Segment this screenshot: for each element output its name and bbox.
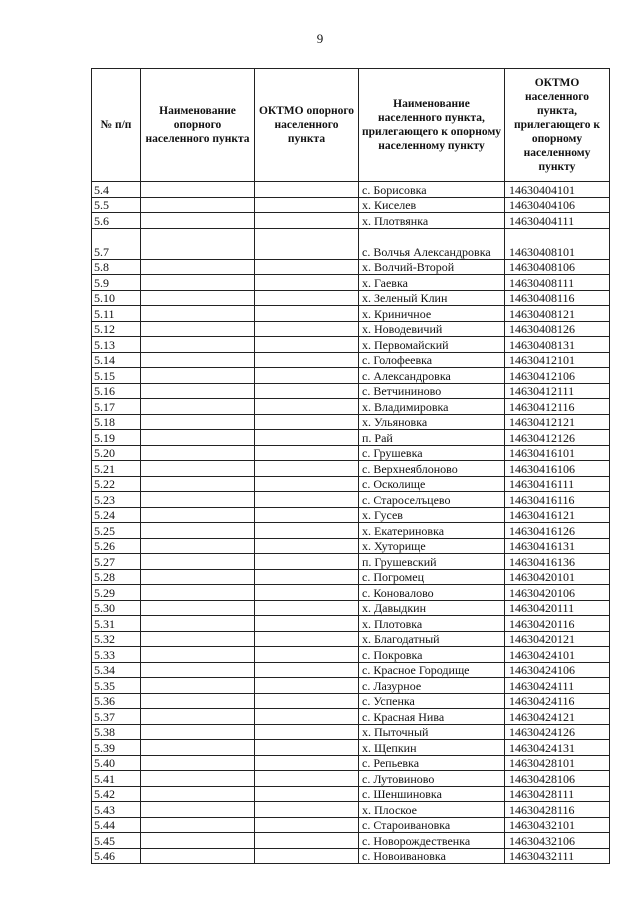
table-row <box>92 616 610 632</box>
row-number: 5.37 <box>92 709 141 725</box>
table-row <box>92 600 610 616</box>
base-settlement-name <box>141 461 255 477</box>
base-settlement-oktmo <box>255 523 359 539</box>
base-settlement-oktmo <box>255 678 359 694</box>
base-settlement-oktmo <box>255 740 359 756</box>
base-settlement-oktmo <box>255 414 359 430</box>
base-settlement-oktmo <box>255 802 359 818</box>
base-settlement-oktmo <box>255 709 359 725</box>
adjacent-settlement-oktmo: 14630408121 <box>505 306 610 322</box>
adjacent-settlement-oktmo: 14630424111 <box>505 678 610 694</box>
row-number: 5.4 <box>92 182 141 198</box>
table-row <box>92 554 610 570</box>
base-settlement-oktmo <box>255 538 359 554</box>
table-row <box>92 321 610 337</box>
base-settlement-name <box>141 430 255 446</box>
base-settlement-oktmo <box>255 383 359 399</box>
base-settlement-name <box>141 306 255 322</box>
table-row <box>92 833 610 849</box>
row-number: 5.28 <box>92 569 141 585</box>
table-body <box>92 182 610 864</box>
base-settlement-name <box>141 197 255 213</box>
base-settlement-name <box>141 631 255 647</box>
row-number: 5.45 <box>92 833 141 849</box>
base-settlement-name <box>141 724 255 740</box>
adjacent-settlement-name: с. Репьевка <box>359 755 505 771</box>
adjacent-settlement-name: х. Щепкин <box>359 740 505 756</box>
base-settlement-name <box>141 693 255 709</box>
base-settlement-oktmo <box>255 554 359 570</box>
base-settlement-oktmo <box>255 600 359 616</box>
adjacent-settlement-oktmo: 14630424116 <box>505 693 610 709</box>
adjacent-settlement-name: с. Успенка <box>359 693 505 709</box>
table-row <box>92 306 610 322</box>
adjacent-settlement-name: х. Владимировка <box>359 399 505 415</box>
base-settlement-name <box>141 368 255 384</box>
table-row <box>92 647 610 663</box>
adjacent-settlement-name: с. Ветчининово <box>359 383 505 399</box>
table-row <box>92 213 610 229</box>
row-number: 5.8 <box>92 259 141 275</box>
table-row <box>92 337 610 353</box>
adjacent-settlement-name: с. Красная Нива <box>359 709 505 725</box>
table-row <box>92 678 610 694</box>
base-settlement-oktmo <box>255 693 359 709</box>
header-adjacent-name: Наименование населенного пункта, прилегающего к опорному населенному пункту <box>359 69 505 182</box>
base-settlement-oktmo <box>255 445 359 461</box>
adjacent-settlement-oktmo: 14630408106 <box>505 259 610 275</box>
base-settlement-name <box>141 709 255 725</box>
adjacent-settlement-oktmo: 14630416111 <box>505 476 610 492</box>
adjacent-settlement-name: с. Новорождественка <box>359 833 505 849</box>
base-settlement-name <box>141 616 255 632</box>
adjacent-settlement-oktmo: 14630412106 <box>505 368 610 384</box>
header-base-name: Наименование опорного населенного пункта <box>141 69 255 182</box>
row-number: 5.23 <box>92 492 141 508</box>
adjacent-settlement-name: х. Давыдкин <box>359 600 505 616</box>
base-settlement-oktmo <box>255 368 359 384</box>
base-settlement-name <box>141 352 255 368</box>
base-settlement-name <box>141 569 255 585</box>
table-row <box>92 786 610 802</box>
base-settlement-name <box>141 600 255 616</box>
adjacent-settlement-oktmo: 14630404111 <box>505 213 610 229</box>
table-row <box>92 275 610 291</box>
base-settlement-oktmo <box>255 476 359 492</box>
adjacent-settlement-name: с. Красное Городище <box>359 662 505 678</box>
table-row <box>92 290 610 306</box>
adjacent-settlement-name: с. Верхнеяблоново <box>359 461 505 477</box>
adjacent-settlement-name: с. Староивановка <box>359 817 505 833</box>
adjacent-settlement-name: х. Гусев <box>359 507 505 523</box>
row-number: 5.18 <box>92 414 141 430</box>
base-settlement-oktmo <box>255 631 359 647</box>
adjacent-settlement-name: с. Староселъцево <box>359 492 505 508</box>
adjacent-settlement-name: х. Плоское <box>359 802 505 818</box>
adjacent-settlement-oktmo: 14630416116 <box>505 492 610 508</box>
adjacent-settlement-oktmo: 14630408101 <box>505 228 610 259</box>
adjacent-settlement-oktmo: 14630420106 <box>505 585 610 601</box>
adjacent-settlement-name: с. Шеншиновка <box>359 786 505 802</box>
adjacent-settlement-oktmo: 14630428111 <box>505 786 610 802</box>
header-num: № п/п <box>92 69 141 182</box>
table-row <box>92 585 610 601</box>
base-settlement-name <box>141 554 255 570</box>
adjacent-settlement-name: х. Киселев <box>359 197 505 213</box>
row-number: 5.39 <box>92 740 141 756</box>
base-settlement-name <box>141 786 255 802</box>
adjacent-settlement-oktmo: 14630416101 <box>505 445 610 461</box>
base-settlement-name <box>141 445 255 461</box>
base-settlement-name <box>141 476 255 492</box>
row-number: 5.14 <box>92 352 141 368</box>
adjacent-settlement-oktmo: 14630404101 <box>505 182 610 198</box>
base-settlement-name <box>141 213 255 229</box>
base-settlement-oktmo <box>255 290 359 306</box>
table-row <box>92 802 610 818</box>
table-row <box>92 569 610 585</box>
base-settlement-name <box>141 538 255 554</box>
base-settlement-oktmo <box>255 259 359 275</box>
adjacent-settlement-name: с. Волчья Александровка <box>359 228 505 259</box>
table-row <box>92 693 610 709</box>
adjacent-settlement-name: х. Волчий-Второй <box>359 259 505 275</box>
base-settlement-name <box>141 678 255 694</box>
base-settlement-name <box>141 771 255 787</box>
base-settlement-oktmo <box>255 647 359 663</box>
table-row <box>92 259 610 275</box>
base-settlement-oktmo <box>255 616 359 632</box>
base-settlement-name <box>141 833 255 849</box>
adjacent-settlement-name: х. Благодатный <box>359 631 505 647</box>
base-settlement-oktmo <box>255 755 359 771</box>
base-settlement-oktmo <box>255 724 359 740</box>
base-settlement-oktmo <box>255 228 359 259</box>
base-settlement-name <box>141 182 255 198</box>
adjacent-settlement-oktmo: 14630416136 <box>505 554 610 570</box>
table-row <box>92 399 610 415</box>
base-settlement-oktmo <box>255 569 359 585</box>
base-settlement-name <box>141 290 255 306</box>
row-number: 5.11 <box>92 306 141 322</box>
base-settlement-name <box>141 755 255 771</box>
adjacent-settlement-name: с. Лутовиново <box>359 771 505 787</box>
adjacent-settlement-oktmo: 14630428116 <box>505 802 610 818</box>
row-number: 5.38 <box>92 724 141 740</box>
adjacent-settlement-name: с. Александровка <box>359 368 505 384</box>
base-settlement-name <box>141 321 255 337</box>
row-number: 5.25 <box>92 523 141 539</box>
table-row <box>92 476 610 492</box>
adjacent-settlement-name: х. Первомайский <box>359 337 505 353</box>
adjacent-settlement-name: х. Пыточный <box>359 724 505 740</box>
adjacent-settlement-name: х. Криничное <box>359 306 505 322</box>
row-number: 5.13 <box>92 337 141 353</box>
base-settlement-oktmo <box>255 461 359 477</box>
adjacent-settlement-oktmo: 14630420121 <box>505 631 610 647</box>
header-base-oktmo: ОКТМО опорного населенного пункта <box>255 69 359 182</box>
adjacent-settlement-oktmo: 14630424101 <box>505 647 610 663</box>
base-settlement-name <box>141 492 255 508</box>
adjacent-settlement-name: х. Плотвянка <box>359 213 505 229</box>
base-settlement-oktmo <box>255 321 359 337</box>
base-settlement-name <box>141 259 255 275</box>
adjacent-settlement-oktmo: 14630408111 <box>505 275 610 291</box>
adjacent-settlement-name: х. Хуторище <box>359 538 505 554</box>
row-number: 5.10 <box>92 290 141 306</box>
base-settlement-name <box>141 507 255 523</box>
adjacent-settlement-oktmo: 14630424121 <box>505 709 610 725</box>
table-row <box>92 662 610 678</box>
base-settlement-oktmo <box>255 662 359 678</box>
table-row <box>92 492 610 508</box>
base-settlement-name <box>141 414 255 430</box>
adjacent-settlement-oktmo: 14630408126 <box>505 321 610 337</box>
adjacent-settlement-name: с. Лазурное <box>359 678 505 694</box>
adjacent-settlement-oktmo: 14630432101 <box>505 817 610 833</box>
adjacent-settlement-oktmo: 14630408131 <box>505 337 610 353</box>
table-row <box>92 523 610 539</box>
base-settlement-name <box>141 740 255 756</box>
row-number: 5.32 <box>92 631 141 647</box>
adjacent-settlement-oktmo: 14630404106 <box>505 197 610 213</box>
row-number: 5.7 <box>92 228 141 259</box>
adjacent-settlement-name: х. Зеленый Клин <box>359 290 505 306</box>
base-settlement-oktmo <box>255 337 359 353</box>
row-number: 5.19 <box>92 430 141 446</box>
row-number: 5.31 <box>92 616 141 632</box>
adjacent-settlement-name: с. Голофеевка <box>359 352 505 368</box>
table-row <box>92 740 610 756</box>
table-header-row <box>92 69 610 182</box>
base-settlement-oktmo <box>255 786 359 802</box>
table-row <box>92 430 610 446</box>
adjacent-settlement-name: с. Новоивановка <box>359 848 505 864</box>
table-row <box>92 352 610 368</box>
adjacent-settlement-name: х. Гаевка <box>359 275 505 291</box>
table-row <box>92 182 610 198</box>
row-number: 5.17 <box>92 399 141 415</box>
table-row <box>92 538 610 554</box>
adjacent-settlement-oktmo: 14630432111 <box>505 848 610 864</box>
base-settlement-name <box>141 848 255 864</box>
adjacent-settlement-oktmo: 14630424131 <box>505 740 610 756</box>
base-settlement-oktmo <box>255 430 359 446</box>
row-number: 5.29 <box>92 585 141 601</box>
adjacent-settlement-name: с. Борисовка <box>359 182 505 198</box>
row-number: 5.24 <box>92 507 141 523</box>
row-number: 5.34 <box>92 662 141 678</box>
table-row <box>92 368 610 384</box>
base-settlement-name <box>141 228 255 259</box>
row-number: 5.5 <box>92 197 141 213</box>
adjacent-settlement-oktmo: 14630428101 <box>505 755 610 771</box>
table-row <box>92 631 610 647</box>
table-row <box>92 461 610 477</box>
row-number: 5.42 <box>92 786 141 802</box>
row-number: 5.33 <box>92 647 141 663</box>
adjacent-settlement-oktmo: 14630432106 <box>505 833 610 849</box>
base-settlement-name <box>141 383 255 399</box>
base-settlement-oktmo <box>255 817 359 833</box>
base-settlement-oktmo <box>255 182 359 198</box>
page-number: 9 <box>316 31 324 46</box>
adjacent-settlement-oktmo: 14630424126 <box>505 724 610 740</box>
base-settlement-oktmo <box>255 833 359 849</box>
row-number: 5.46 <box>92 848 141 864</box>
adjacent-settlement-oktmo: 14630424106 <box>505 662 610 678</box>
row-number: 5.40 <box>92 755 141 771</box>
base-settlement-oktmo <box>255 197 359 213</box>
adjacent-settlement-oktmo: 14630416121 <box>505 507 610 523</box>
base-settlement-oktmo <box>255 306 359 322</box>
row-number: 5.44 <box>92 817 141 833</box>
adjacent-settlement-name: х. Екатериновка <box>359 523 505 539</box>
table-row <box>92 724 610 740</box>
base-settlement-name <box>141 662 255 678</box>
base-settlement-oktmo <box>255 352 359 368</box>
adjacent-settlement-name: п. Грушевский <box>359 554 505 570</box>
base-settlement-name <box>141 817 255 833</box>
adjacent-settlement-oktmo: 14630420101 <box>505 569 610 585</box>
row-number: 5.27 <box>92 554 141 570</box>
row-number: 5.26 <box>92 538 141 554</box>
adjacent-settlement-oktmo: 14630412121 <box>505 414 610 430</box>
base-settlement-name <box>141 337 255 353</box>
table-row <box>92 507 610 523</box>
table-row <box>92 771 610 787</box>
table-row <box>92 383 610 399</box>
adjacent-settlement-name: с. Осколище <box>359 476 505 492</box>
adjacent-settlement-name: х. Ульяновка <box>359 414 505 430</box>
base-settlement-name <box>141 585 255 601</box>
adjacent-settlement-name: с. Грушевка <box>359 445 505 461</box>
table-row <box>92 228 610 259</box>
base-settlement-name <box>141 523 255 539</box>
row-number: 5.30 <box>92 600 141 616</box>
base-settlement-oktmo <box>255 848 359 864</box>
row-number: 5.12 <box>92 321 141 337</box>
row-number: 5.41 <box>92 771 141 787</box>
adjacent-settlement-oktmo: 14630428106 <box>505 771 610 787</box>
adjacent-settlement-name: с. Коновалово <box>359 585 505 601</box>
adjacent-settlement-oktmo: 14630416106 <box>505 461 610 477</box>
base-settlement-oktmo <box>255 771 359 787</box>
base-settlement-name <box>141 275 255 291</box>
row-number: 5.35 <box>92 678 141 694</box>
base-settlement-oktmo <box>255 399 359 415</box>
adjacent-settlement-oktmo: 14630420111 <box>505 600 610 616</box>
base-settlement-oktmo <box>255 275 359 291</box>
base-settlement-name <box>141 399 255 415</box>
row-number: 5.15 <box>92 368 141 384</box>
adjacent-settlement-oktmo: 14630412111 <box>505 383 610 399</box>
adjacent-settlement-oktmo: 14630408116 <box>505 290 610 306</box>
adjacent-settlement-oktmo: 14630416126 <box>505 523 610 539</box>
row-number: 5.16 <box>92 383 141 399</box>
table-row <box>92 445 610 461</box>
base-settlement-oktmo <box>255 492 359 508</box>
adjacent-settlement-oktmo: 14630412126 <box>505 430 610 446</box>
row-number: 5.43 <box>92 802 141 818</box>
adjacent-settlement-name: с. Погромец <box>359 569 505 585</box>
adjacent-settlement-name: х. Новодевичий <box>359 321 505 337</box>
row-number: 5.6 <box>92 213 141 229</box>
base-settlement-oktmo <box>255 585 359 601</box>
header-adjacent-oktmo: ОКТМО населенного пункта, прилегающего к опорному населенному пункту <box>505 69 610 182</box>
settlements-table <box>91 68 610 864</box>
table-row <box>92 755 610 771</box>
table-row <box>92 817 610 833</box>
adjacent-settlement-oktmo: 14630416131 <box>505 538 610 554</box>
row-number: 5.20 <box>92 445 141 461</box>
row-number: 5.9 <box>92 275 141 291</box>
base-settlement-oktmo <box>255 507 359 523</box>
adjacent-settlement-oktmo: 14630412101 <box>505 352 610 368</box>
base-settlement-name <box>141 647 255 663</box>
table-row <box>92 709 610 725</box>
base-settlement-name <box>141 802 255 818</box>
adjacent-settlement-oktmo: 14630412116 <box>505 399 610 415</box>
adjacent-settlement-oktmo: 14630420116 <box>505 616 610 632</box>
adjacent-settlement-name: п. Рай <box>359 430 505 446</box>
base-settlement-oktmo <box>255 213 359 229</box>
row-number: 5.21 <box>92 461 141 477</box>
adjacent-settlement-name: с. Покровка <box>359 647 505 663</box>
table-row <box>92 414 610 430</box>
row-number: 5.22 <box>92 476 141 492</box>
table-row <box>92 848 610 864</box>
adjacent-settlement-name: х. Плотовка <box>359 616 505 632</box>
table-row <box>92 197 610 213</box>
row-number: 5.36 <box>92 693 141 709</box>
